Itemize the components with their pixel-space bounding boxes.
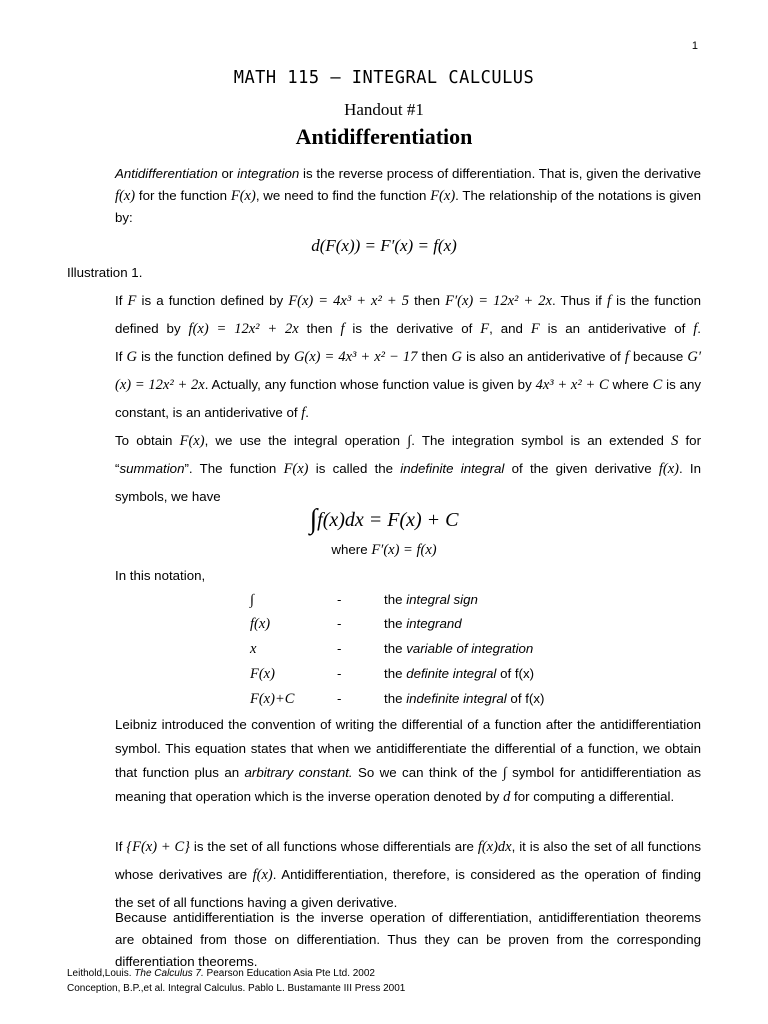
set-of-functions-paragraph: If {F(x) + C} is the set of all functions whose differentials are f(x)dx, it is also the set of all functions whose derivatives are f(x). Antidifferentiation, therefore, is considered as the operation of finding the set of all functions having a given derivative. — [115, 839, 701, 910]
course-title: MATH 115 – INTEGRAL CALCULUS — [233, 67, 535, 89]
where-clause: where F′(x) = f(x) — [331, 542, 437, 558]
notation-intro: In this notation, — [115, 568, 206, 583]
notation-row: f(x) - the integrand — [250, 616, 462, 632]
integral-symbol: ∫ — [502, 765, 507, 781]
math-G-definition: G(x) = 4x³ + x² − 17 — [293, 349, 418, 365]
illustration-paragraph-2: If G is the function defined by G(x) = 4x³ + x² − 17 then G is also an antiderivative of f because G′(x) = 12x² + 2x. Actually, any function whose function value is given by 4x³ + x² + C where C is any constant, is an antiderivative of f. — [115, 349, 702, 421]
math-function-set: {F(x) + C} — [126, 839, 190, 855]
illustration-paragraph-1: If F is a function defined by F(x) = 4x³ + x² + 5 then F′(x) = 12x² + 2x. Thus if f is the function defined by f(x) = 12x² + 2x then f is the derivative of F, and F is an antiderivative of f. — [115, 293, 702, 337]
term-integration: integration — [237, 166, 300, 181]
page-title: Antidifferentiation — [295, 124, 473, 149]
intro-paragraph: Antidifferentiation or integration is the reverse process of differentiation. That is, given the derivative f(x) for the function F(x), we need to find the function F(x). The relationship of the notations is given by: — [115, 166, 702, 225]
integral-symbol: ∫ — [309, 504, 318, 535]
notation-row: F(x)+C - the indefinite integral of f(x) — [250, 691, 545, 707]
illustration-label: Illustration 1. — [67, 265, 143, 280]
math-F-definition: F(x) = 4x³ + x² + 5 — [288, 293, 409, 309]
reference-2: Conception, B.P.,et al. Integral Calculus. Pablo L. Bustamante III Press 2001 — [67, 983, 406, 994]
notation-row: F(x) - the definite integral of f(x) — [250, 666, 535, 682]
math-F-prime: F′(x) = 12x² + 2x — [445, 293, 552, 309]
math-G-prime: G′(x) = 12x² + 2x — [115, 349, 701, 393]
integral-symbol: ∫ — [407, 433, 412, 449]
page-number: 1 — [691, 40, 698, 52]
notation-row: x - the variable of integration — [250, 641, 534, 657]
handout-label: Handout #1 — [344, 100, 424, 119]
notation-row: ∫ - the integral sign — [250, 592, 478, 608]
equation-indefinite-integral: ∫f(x)dx = F(x) + C — [309, 504, 459, 535]
leibniz-paragraph: Leibniz introduced the convention of writing the differential of a function after the antidifferentiation symbol. This equation states that when we antidifferentiate the differential of a function, we obtain that function plus an arbitrary constant. So we can think of the ∫ symbol for antidifferentiation as meaning that operation which is the inverse operation denoted by d for computing a differential. — [115, 717, 701, 805]
theorems-paragraph: Because antidifferentiation is the inverse operation of differentiation, antidifferentiation theorems are obtained from those on differentiation. Thus they can be proven from the corresponding differentiation theorems. — [115, 910, 701, 969]
term-antidifferentiation: Antidifferentiation — [115, 166, 218, 181]
math-fx: f(x) — [115, 188, 136, 204]
equation-notation: d(F(x)) = F′(x) = f(x) — [311, 236, 457, 255]
reference-1: Leithold,Louis. The Calculus 7. Pearson Education Asia Pte Ltd. 2002 — [67, 968, 375, 979]
math-general-antiderivative: 4x³ + x² + C — [535, 377, 609, 393]
math-f-definition: f(x) = 12x² + 2x — [188, 321, 299, 337]
math-Fx: F(x) — [430, 188, 456, 204]
math-Fx: F(x) — [230, 188, 256, 204]
integral-operation-paragraph: To obtain F(x), we use the integral operation ∫. The integration symbol is an extended S for “summation”. The function F(x) is called the indefinite integral of the given derivative f(x). In symbols, we have — [115, 433, 701, 504]
